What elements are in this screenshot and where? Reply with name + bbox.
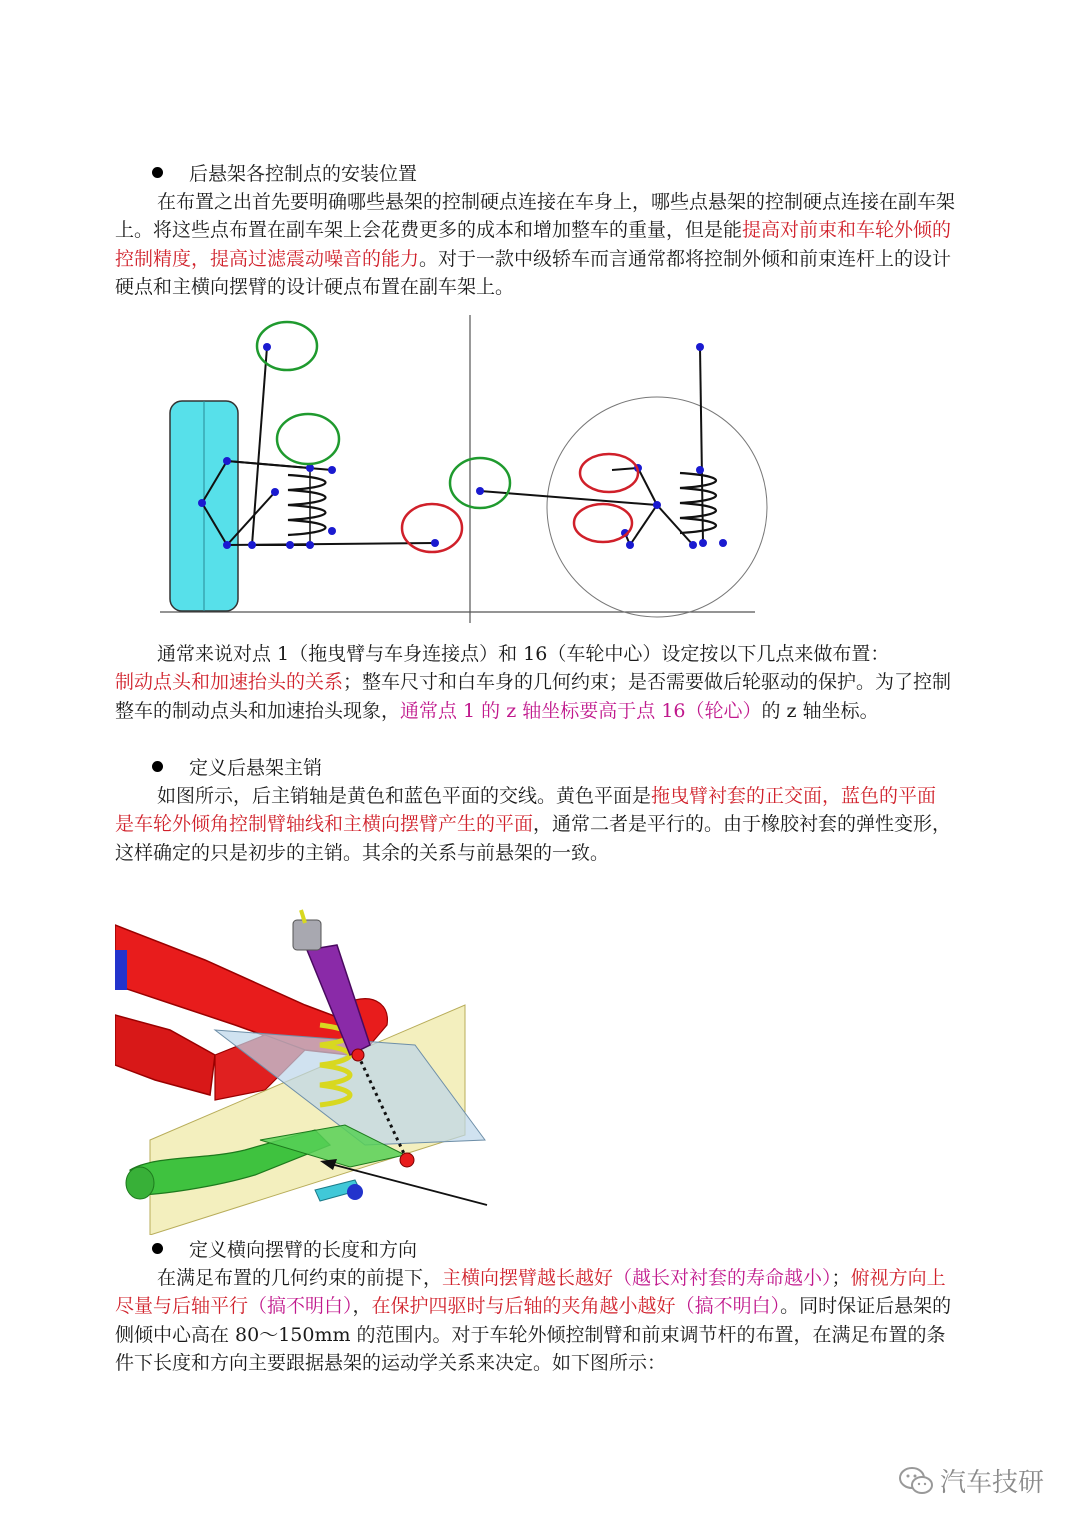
green-marker-1	[450, 458, 510, 508]
spring-left	[288, 475, 326, 535]
hardpoint-diagram	[160, 315, 770, 625]
bullet-icon	[152, 761, 163, 772]
section-heading-1: 后悬架各控制点的安装位置	[152, 160, 417, 188]
red-marker-44	[574, 504, 632, 542]
section-heading-2: 定义后悬架主销	[152, 754, 322, 782]
suspension-render	[115, 905, 490, 1235]
red-marker-6	[580, 454, 638, 492]
paragraph-3: 如图所示，后主销轴是黄色和蓝色平面的交线。黄色平面是拖曳臂衬套的正交面，蓝色的平面是车轮外倾角控制臂轴线和主横向摆臂产生的平面，通常二者是平行的。由于橡胶衬套的弹性变形，这样确定的只是初步的主销。其余的关系与前悬架的一致。	[115, 785, 952, 864]
spring-right	[680, 473, 716, 533]
watermark: 汽车技研	[898, 1462, 1044, 1499]
bullet-icon	[152, 167, 163, 178]
paragraph-1: 在布置之出首先要明确哪些悬架的控制硬点连接在车身上，哪些点悬架的控制硬点连接在副车架上。将这些点布置在副车架上会花费更多的成本和增加整车的重量，但是能提高对前束和车轮外倾的控制精度，提高过滤震动噪音的能力。对于一款中级轿车而言通常都将控制外倾和前束连杆上的设计硬点和主横向摆臂的设计硬点布置在副车架上。	[115, 191, 956, 299]
bullet-icon	[152, 1243, 163, 1254]
green-marker-19	[277, 414, 339, 464]
paragraph-2: 通常来说对点 1（拖曳臂与车身连接点）和 16（车轮中心）设定按以下几点来做布置： 制动点头和加速抬头的关系；整车尺寸和白车身的几何约束；是否需要做后轮驱动的保护。为了控制整车的制动点头和加速抬头现象，通常点 1 的 z 轴坐标要高于点 16（轮心）的 z 轴坐标。	[115, 643, 952, 722]
wechat-icon	[898, 1466, 934, 1496]
section-heading-3: 定义横向摆臂的长度和方向	[152, 1236, 417, 1264]
paragraph-4: 在满足布置的几何约束的前提下，主横向摆臂越长越好（越长对衬套的寿命越小）；俯视方向上尽量与后轴平行（搞不明白），在保护四驱时与后轴的夹角越小越好（搞不明白）。同时保证后悬架的侧倾中心高在 80～150mm 的范围内。对于车轮外倾控制臂和前束调节杆的布置，在满足布置的条件下长度和方向主要跟据悬架的运动学关系来决定。如下图所示：	[115, 1267, 952, 1375]
